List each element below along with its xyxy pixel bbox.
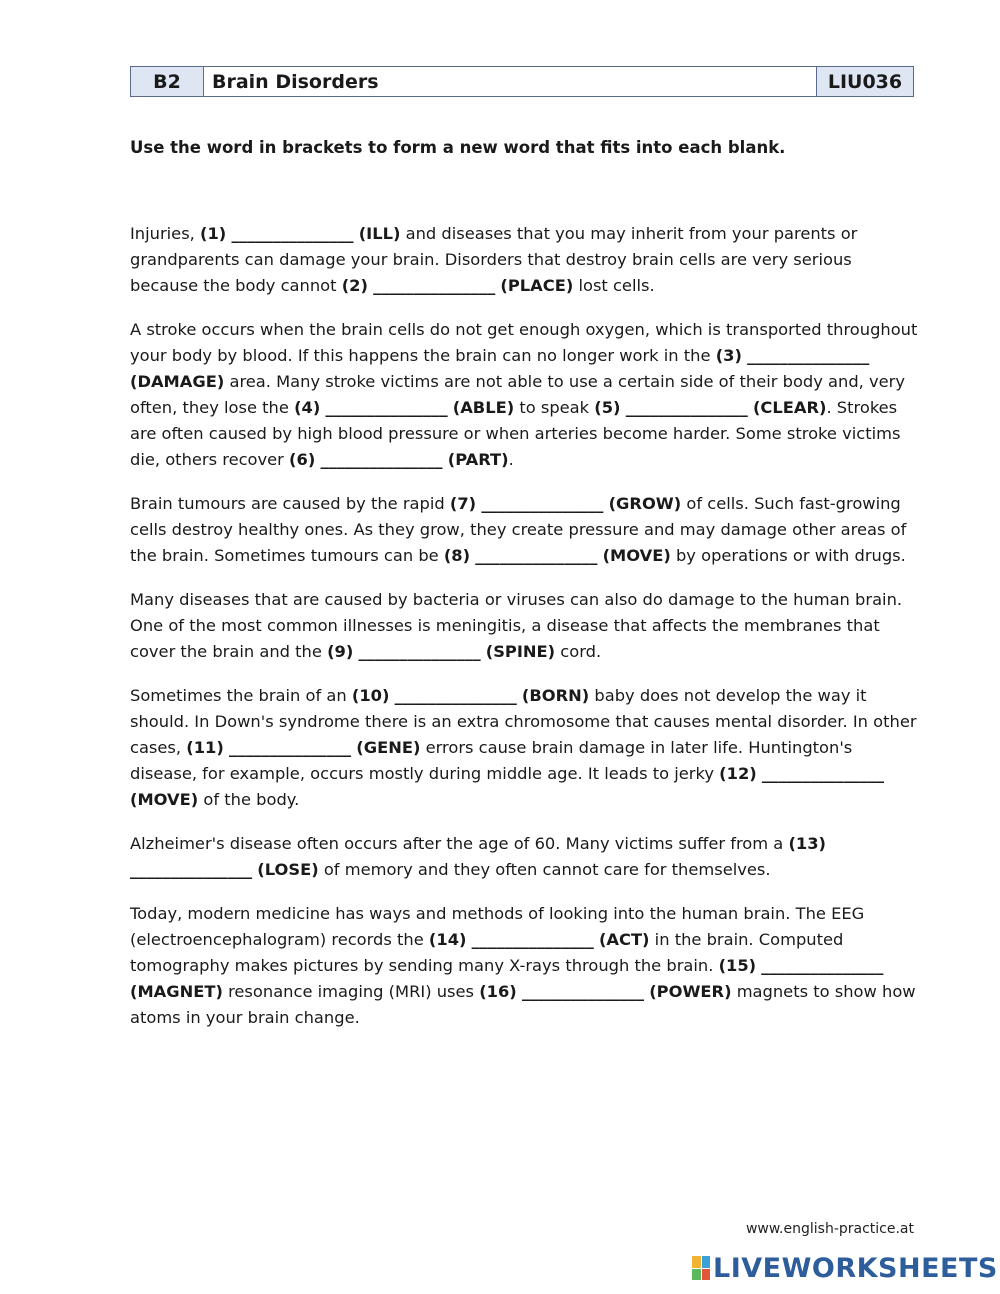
base-word-15: (MAGNET) [130,982,223,1001]
gap-number-10: (10) [351,686,390,705]
text: Brain tumours are caused by the rapid [130,494,450,513]
text: of the body. [198,790,300,809]
text: resonance imaging (MRI) uses [222,982,480,1001]
base-word-6: (PART) [447,450,509,469]
paragraph-2 [130,317,920,473]
blank-13[interactable]: _______________ [130,860,253,879]
gap-number-8: (8) [443,546,471,565]
gap-number-2: (2) [341,276,368,295]
paragraph-5 [130,683,920,813]
base-word-2: (PLACE) [500,276,574,295]
gap-number-15: (15) [718,956,757,975]
text: Injuries, [130,224,201,243]
liveworksheets-logo-icon [692,1256,710,1280]
blank-16[interactable]: _______________ [521,982,645,1001]
blank-11[interactable]: _______________ [229,738,352,757]
gap-number-4: (4) [294,398,321,417]
exercise-text [130,221,920,1049]
text: . [508,450,514,469]
base-word-7: (GROW) [608,494,682,513]
text: by operations or with drugs. [670,546,906,565]
gap-number-14: (14) [428,930,467,949]
blank-3[interactable]: _______________ [747,346,870,365]
blank-4[interactable]: _______________ [325,398,448,417]
text: Today, modern medicine has ways and methods of looking into the human brain. The EEG (electroencephalogram) records the [130,904,865,949]
text: baby does not develop the way it should. In Down's syndrome there is an extra chromosome that causes mental disorder. In other cases, [130,686,917,757]
text: cord. [555,642,602,661]
blank-8[interactable]: _______________ [475,546,598,565]
paragraph-7 [130,901,920,1031]
text: area. Many stroke victims are not able to use a certain side of their body and, very often, they lose the [130,372,906,417]
gap-number-3: (3) [715,346,742,365]
gap-number-16: (16) [479,982,517,1001]
blank-6[interactable]: _______________ [320,450,443,469]
blank-2[interactable]: _______________ [373,276,496,295]
text: in the brain. Computed tomography makes pictures by sending many X-rays through the brain. [130,930,844,975]
base-word-10: (BORN) [521,686,590,705]
blank-1[interactable]: _______________ [231,224,354,243]
gap-number-7: (7) [449,494,477,513]
source-url: www.english-practice.at [745,1221,914,1237]
text: Sometimes the brain of an [130,686,352,705]
base-word-13: (LOSE) [257,860,319,879]
text: Many diseases that are caused by bacteria or viruses can also do damage to the human brain. One of the most common illnesses is meningitis, a disease that affects the membranes that cover the brain and the [130,590,903,661]
base-word-8: (MOVE) [602,546,671,565]
paragraph-6 [130,831,920,883]
base-word-3: (DAMAGE) [130,372,225,391]
blank-14[interactable]: _______________ [471,930,594,949]
worksheet-title: Brain Disorders [204,67,817,97]
blank-7[interactable]: _______________ [481,494,604,513]
base-word-5: (CLEAR) [752,398,827,417]
text: of cells. Such fast-growing cells destroy healthy ones. As they grow, they create pressure and may damage other areas of the brain. Sometimes tumours can be [130,494,907,565]
text: . Strokes are often caused by high blood pressure or when arteries become harder. Some stroke victims die, others recover [130,398,901,469]
text: of memory and they often cannot care for themselves. [318,860,771,879]
level-cell: B2 [131,67,204,97]
text: to speak [514,398,595,417]
base-word-16: (POWER) [649,982,732,1001]
paragraph-3 [130,491,920,569]
base-word-1: (ILL) [358,224,401,243]
base-word-12: (MOVE) [130,790,199,809]
text: and diseases that you may inherit from your parents or grandparents can damage your brain. Disorders that destroy brain cells are very serious because the body cannot [130,224,858,295]
gap-number-13: (13) [788,834,826,853]
blank-12[interactable]: _______________ [761,764,885,783]
text: A stroke occurs when the brain cells do not get enough oxygen, which is transported throughout your body by blood. If this happens the brain can no longer work in the [130,320,918,365]
base-word-11: (GENE) [356,738,421,757]
gap-number-6: (6) [289,450,316,469]
blank-15[interactable]: _______________ [761,956,884,975]
gap-number-9: (9) [327,642,354,661]
worksheet-code: LIU036 [817,67,914,97]
text: errors cause brain damage in later life. Huntington's disease, for example, occurs mostly during middle age. It leads to jerky [130,738,853,783]
text: magnets to show how atoms in your brain change. [130,982,916,1027]
liveworksheets-logo [692,1250,998,1286]
text: lost cells. [573,276,655,295]
blank-5[interactable]: _______________ [625,398,748,417]
base-word-9: (SPINE) [485,642,556,661]
text: Alzheimer's disease often occurs after the age of 60. Many victims suffer from a [130,834,789,853]
base-word-14: (ACT) [598,930,650,949]
gap-number-1: (1) [200,224,227,243]
worksheet-header [130,66,914,97]
blank-10[interactable]: _______________ [394,686,517,705]
blank-9[interactable]: _______________ [358,642,481,661]
paragraph-1 [130,221,920,299]
paragraph-4 [130,587,920,665]
gap-number-12: (12) [719,764,757,783]
gap-number-5: (5) [594,398,621,417]
base-word-4: (ABLE) [452,398,515,417]
instructions: Use the word in brackets to form a new word that fits into each blank. [130,138,786,157]
gap-number-11: (11) [186,738,224,757]
logo-text: LIVEWORKSHEETS [713,1252,998,1284]
